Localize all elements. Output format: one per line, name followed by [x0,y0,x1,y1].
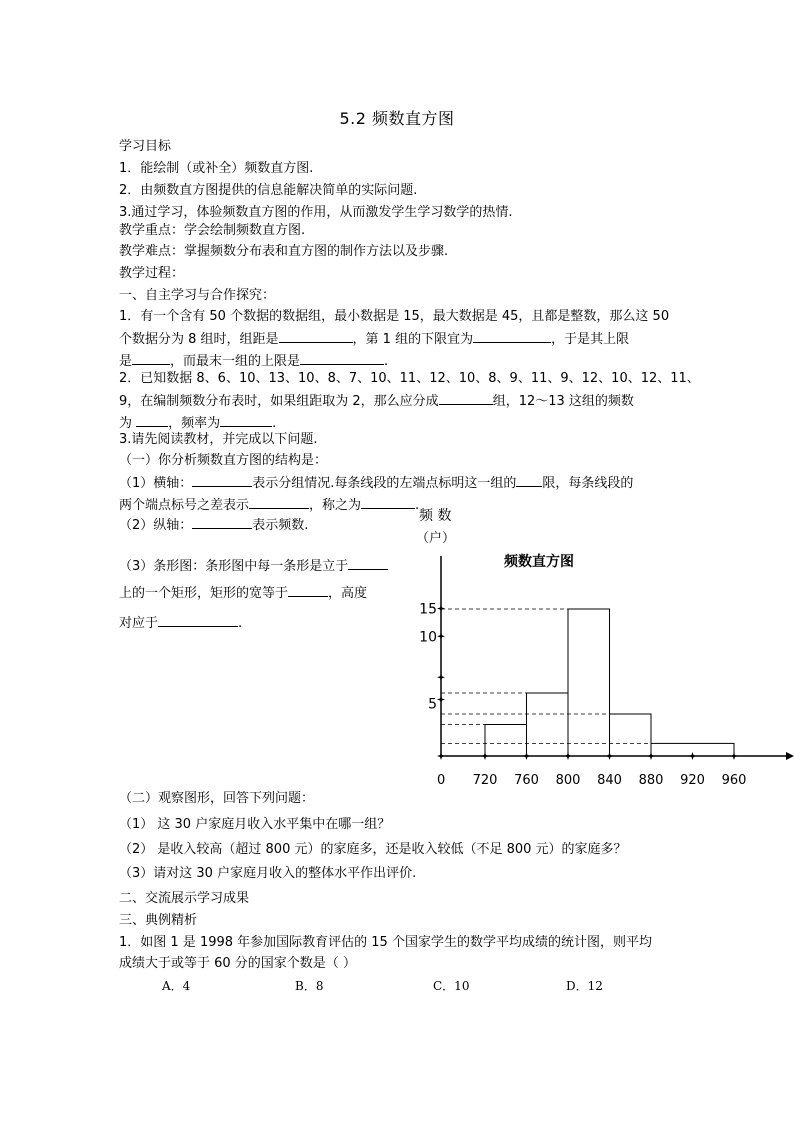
bar-line1 [119,557,388,575]
blank-bar-2[interactable] [288,584,328,597]
sub1-heading: （一）你分析频数直方图的结构是： [119,453,328,468]
bar-line2 [119,584,367,602]
example-line2: 成绩大于或等于 60 分的国家个数是（ ） [119,956,356,971]
y-tick-marker [437,632,445,640]
process-heading: 教学过程： [119,266,185,281]
x-tick-label: 0 [437,773,446,788]
option-a: A．4 [162,979,191,993]
q1-text-f: . [384,354,389,369]
xaxis-f: . [415,498,420,513]
blank-bar-3[interactable] [158,614,238,627]
q2-line2 [119,392,634,410]
x-tick-marker [606,752,614,760]
x-tick-label: 760 [514,773,539,788]
objectives-heading: 学习目标 [119,139,172,154]
y-tick-label: 5 [428,696,437,713]
objective-1: 1．能绘制（或补全）频数直方图. [119,161,314,176]
histogram-bar [610,714,652,756]
bar-c: ，高度 [328,586,368,601]
bar-d: 对应于 [119,616,159,631]
xaxis-c: 限，每条线段的 [542,476,634,491]
x-tick-label: 840 [597,773,622,788]
x-tick-label: 960 [721,773,747,788]
y-tick-marker [437,605,445,613]
q1-line2 [119,330,629,348]
blank-bar-1[interactable] [348,557,388,570]
bar-b: 上的一个矩形，矩形的宽等于 [119,586,289,601]
xaxis-a: （1）横轴： [119,476,193,491]
y-tick-marker [437,673,445,681]
q1-line3 [119,352,388,370]
q2-text-d: ，频率为 [168,416,221,431]
xaxis-e: ，称之为 [309,498,362,513]
x-tick-label: 800 [555,773,581,788]
x-tick-marker [523,752,531,760]
histogram-chart [414,504,794,794]
q1-text-b: ，第 1 组的下限宜为 [352,332,474,347]
origin-marker [437,752,445,760]
bar-line3 [119,614,242,632]
q3: 3.请先阅读教材，并完成以下问题. [119,432,318,447]
option-c: C．10 [433,979,470,993]
section1-heading: 一、自主学习与合作探究： [119,288,276,303]
blank-xaxis-1[interactable] [192,474,252,487]
x-tick-marker [564,752,572,760]
blank-groups[interactable] [439,392,493,405]
blank-lower-limit[interactable] [473,330,551,343]
objective-2: 2．由频数直方图提供的信息能解决简单的实际问题. [119,183,418,198]
blank-upper-limit[interactable] [132,352,170,365]
q2-text-c: 为 [119,416,133,431]
x-tick-label: 920 [680,773,705,788]
q1-text-d: 是 [119,354,133,369]
chart-ylabel-top: 频 数 [419,508,452,524]
option-b: B．8 [295,979,324,993]
yaxis-b: 表示频数. [252,518,309,533]
xaxis-d: 两个端点标号之差表示 [119,498,250,513]
section3-heading: 三、典例精析 [119,913,198,928]
bar-a: （3）条形图：条形图中每一条形是立于 [119,559,349,574]
y-tick-label: 15 [419,601,437,618]
x-tick-marker [730,752,738,760]
blank-last-upper[interactable] [300,352,384,365]
sub2-q2: （2） 是收入较高（超过 800 元）的家庭多，还是收入较低（不足 800 元）的家庭多？ [119,842,627,857]
histogram-bar [527,693,569,756]
xaxis-b: 表示分组情况.每条线段的左端点标明这一组的 [252,476,517,491]
y-tick-marker [437,696,445,704]
q2-text-e: . [272,416,277,431]
q1-text-e: ，而最末一组的上限是 [170,354,301,369]
q2-text-a: 9，在编制频数分布表时，如果组距取为 2，那么应分成 [119,394,439,409]
sub2-q1: （1） 这 30 户家庭月收入水平集中在哪一组？ [119,817,391,832]
example-line1: 1．如图 1 是 1998 年参加国际教育评估的 15 个国家学生的数学平均成绩的统计图，则平均 [119,935,652,950]
key-point: 教学重点：学会绘制频数直方图. [119,223,306,238]
blank-rate[interactable] [220,414,272,427]
sub2-heading: （二）观察图形，回答下列问题： [119,791,315,806]
blank-group-width[interactable] [279,330,353,343]
sub2-q3: （3）请对这 30 户家庭月收入的整体水平作出评价. [119,866,417,881]
q1-text-c: ，于是其上限 [551,332,630,347]
q2-line3 [119,414,276,432]
x-tick-marker [647,752,655,760]
objective-3: 3.通过学习，体验频数直方图的作用，从而激发学生学习数学的热情. [119,205,513,220]
y-tick-label: 10 [419,629,437,646]
chart-ylabel-unit: （户） [416,531,456,546]
q1-line1: 1．有一个含有 50 个数据的数据组，最小数据是 15，最大数据是 45，且都是整数，那么这 50 [119,309,670,324]
q1-text-a: 个数据分为 8 组时，组距是 [119,332,279,347]
x-tick-marker [689,752,697,760]
yaxis-line [119,516,308,534]
page-title: 5.2 频数直方图 [339,109,455,128]
xaxis-line2 [119,496,419,514]
x-tick-marker [481,752,489,760]
section2-heading: 二、交流展示学习成果 [119,891,250,906]
x-tick-label: 880 [638,773,664,788]
x-tick-label: 720 [472,773,498,788]
q2-line1: 2．已知数据 8、6、10、13、10、8、7、10、11、12、10、8、9、11、9、12、10、12、11、 [119,371,700,386]
blank-frequency[interactable] [136,414,168,427]
xaxis-line1 [119,474,633,492]
bar-e: . [238,616,243,631]
q2-text-b: 组，12～13 这组的频数 [492,394,634,409]
blank-xaxis-2[interactable] [516,474,542,487]
blank-xaxis-3[interactable] [249,496,309,509]
blank-xaxis-4[interactable] [361,496,415,509]
x-axis-arrow [786,752,794,760]
yaxis-a: （2）纵轴： [119,518,193,533]
option-d: D．12 [566,979,603,993]
chart-title: 频数直方图 [504,554,574,570]
histogram-bar [568,609,610,756]
histogram-bar [485,725,527,757]
difficulty: 教学难点：掌握频数分布表和直方图的制作方法以及步骤. [119,244,449,259]
blank-yaxis[interactable] [192,516,252,529]
